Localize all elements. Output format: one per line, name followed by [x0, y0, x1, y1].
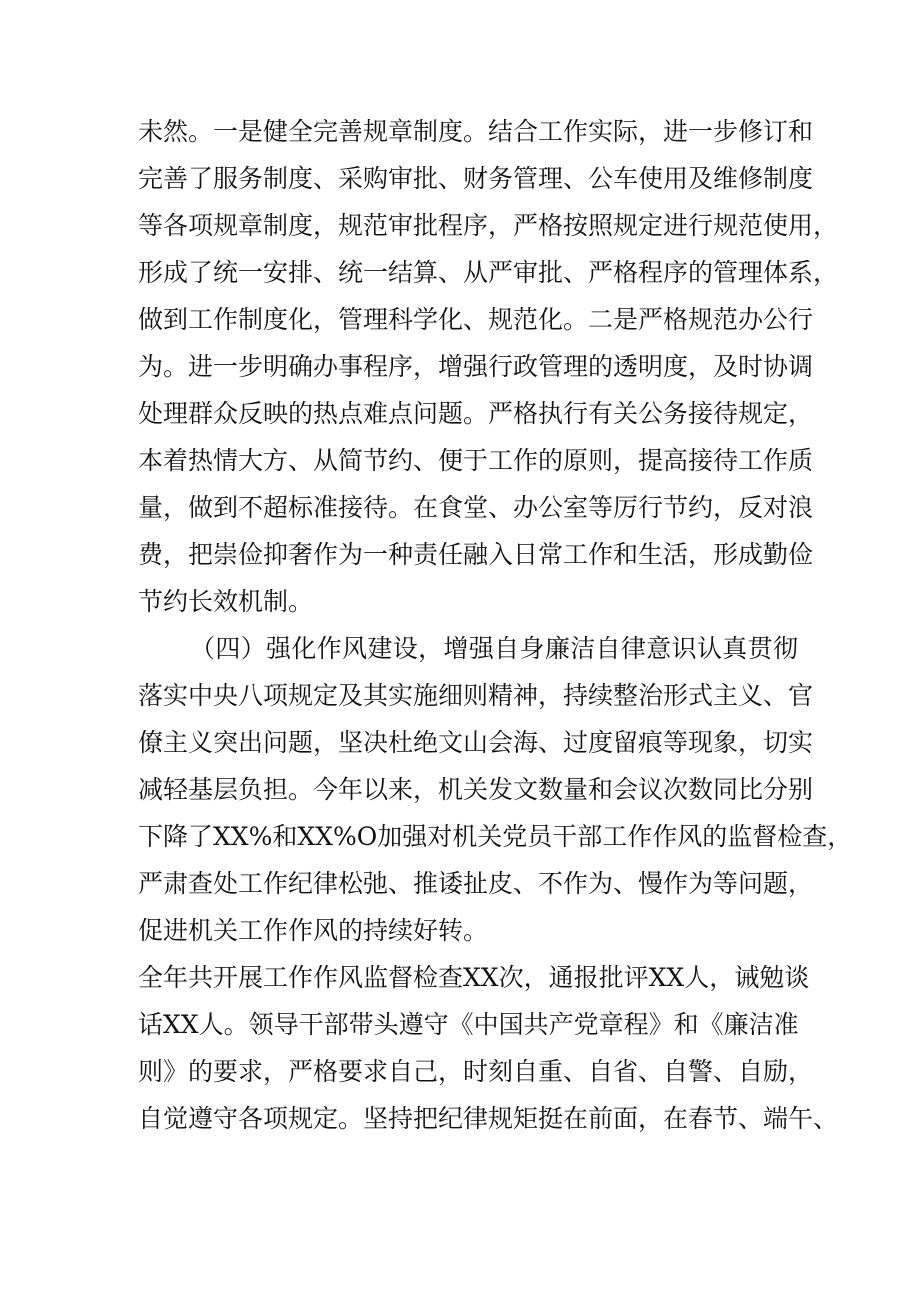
text-line-13: 落实中央八项规定及其实施细则精神，持续整治形式主义、官 [138, 681, 814, 710]
text-line-18: 促进机关工作作风的持续好转。 [138, 916, 489, 945]
section-heading-line: （四）强化作风建设，增强自身廉洁自律意识认真贯彻 [190, 634, 798, 663]
text-line-15: 减轻基层负担。今年以来，机关发文数量和会议次数同比分别 [138, 775, 814, 804]
text-line-1: 未然。一是健全完善规章制度。结合工作实际，进一步修订和 [138, 117, 814, 146]
text-line-17: 严肃查处工作纪律松弛、推诿扯皮、不作为、慢作为等问题， [138, 869, 814, 898]
text-line-4: 形成了统一安排、统一结算、从严审批、严格程序的管理体系， [138, 258, 839, 287]
text-line-2: 完善了服务制度、采购审批、财务管理、公车使用及维修制度 [138, 164, 814, 193]
text-line-21: 则》的要求，严格要求自己，时刻自重、自省、自警、自励， [138, 1057, 814, 1086]
text-line-11: 节约长效机制。 [138, 587, 314, 616]
text-line-9: 量，做到不超标准接待。在食堂、办公室等厉行节约，反对浪 [138, 493, 814, 522]
text-line-16: 下降了XX%和XX%O加强对机关党员干部工作作风的监督检查， [138, 822, 853, 851]
text-line-19: 全年共开展工作作风监督检查XX次，通报批评XX人，诫勉谈 [138, 963, 810, 992]
text-line-6: 为。进一步明确办事程序，增强行政管理的透明度，及时协调 [138, 352, 814, 381]
text-line-5: 做到工作制度化，管理科学化、规范化。二是严格规范办公行 [138, 305, 814, 334]
text-line-22: 自觉遵守各项规定。坚持把纪律规矩挺在前面，在春节、端午、 [138, 1104, 839, 1133]
text-line-10: 费，把崇俭抑奢作为一种责任融入日常工作和生活，形成勤俭 [138, 540, 814, 569]
text-line-8: 本着热情大方、从简节约、便于工作的原则，提高接待工作质 [138, 446, 814, 475]
text-line-14: 僚主义突出问题，坚决杜绝文山会海、过度留痕等现象，切实 [138, 728, 814, 757]
text-line-7: 处理群众反映的热点难点问题。严格执行有关公务接待规定， [138, 399, 814, 428]
text-line-3: 等各项规章制度，规范审批程序，严格按照规定进行规范使用， [138, 211, 839, 240]
text-line-20: 话XX人。领导干部带头遵守《中国共产党章程》和《廉洁准 [138, 1010, 799, 1039]
